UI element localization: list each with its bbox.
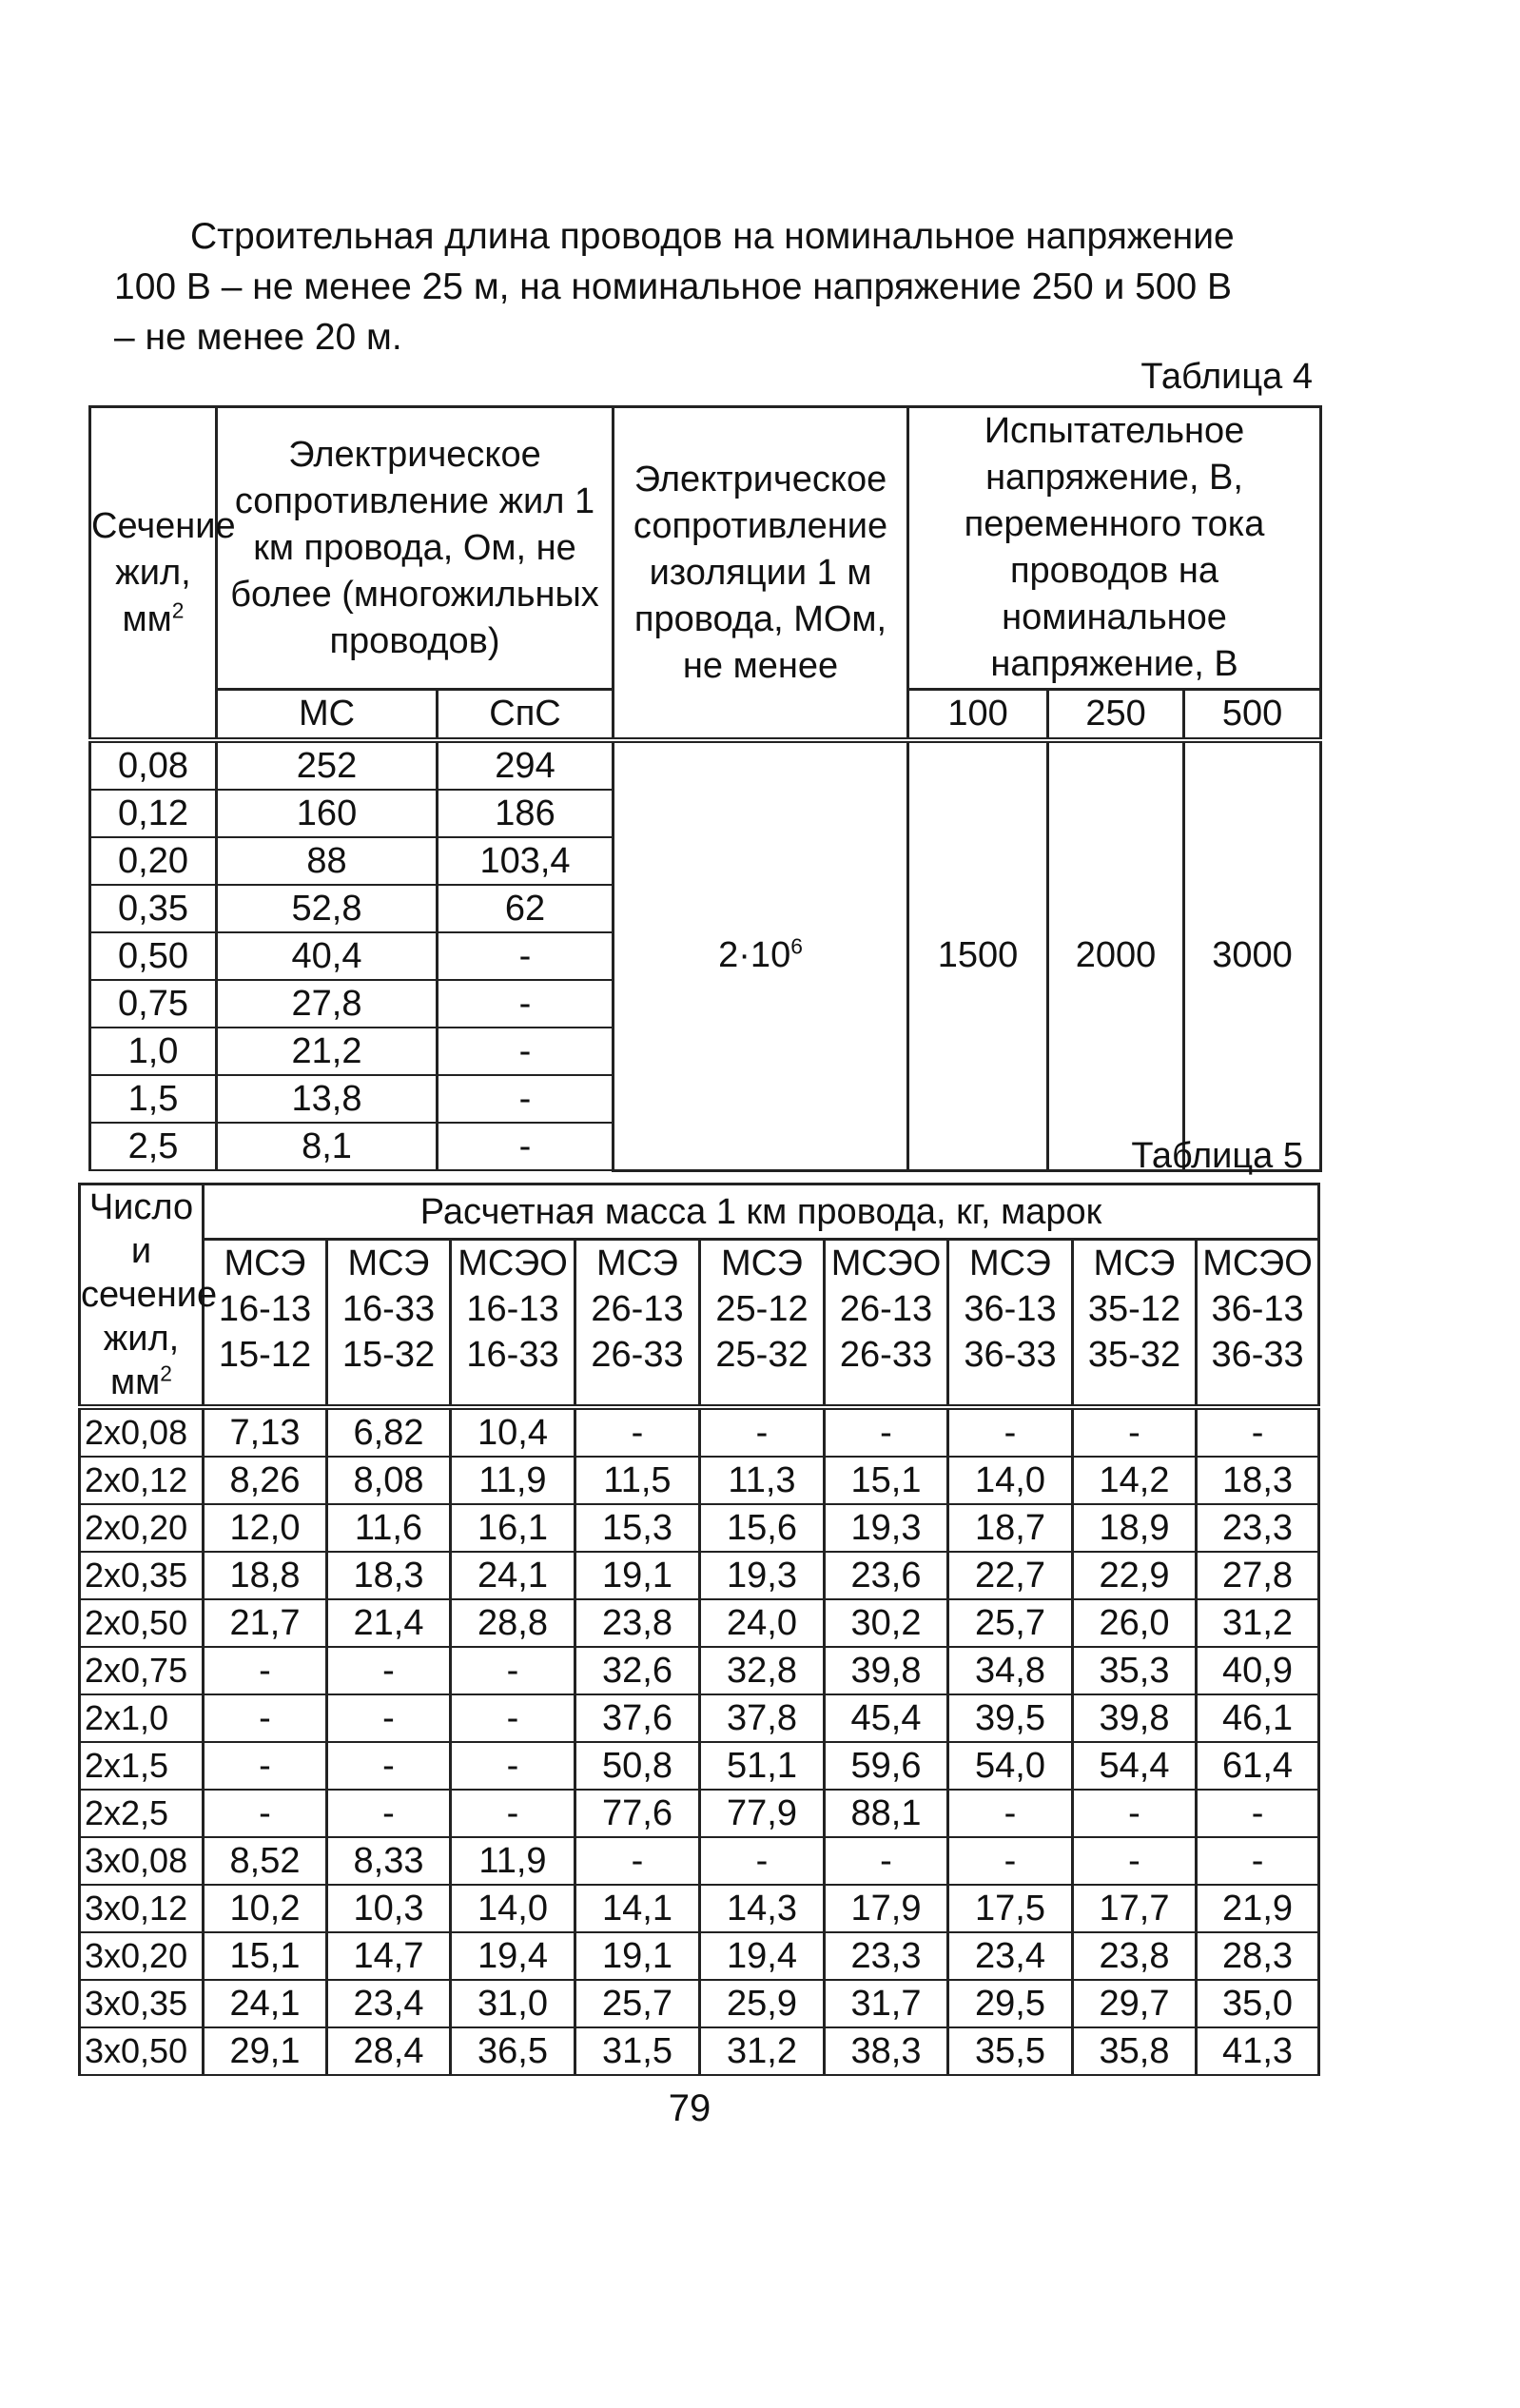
- t5-header-brand: МСЭ 16-33 15-32: [327, 1240, 451, 1407]
- t5-cell-value: 29,5: [948, 1980, 1073, 2027]
- t5-cell-value: 23,3: [825, 1932, 948, 1980]
- t5-cell-value: 16,1: [451, 1504, 575, 1552]
- t5-cell-value: 54,4: [1073, 1742, 1197, 1790]
- t4-cell-test-500: 3000: [1184, 740, 1321, 1170]
- t5-cell-value: 22,9: [1073, 1552, 1197, 1599]
- t5-cell-value: 18,3: [327, 1552, 451, 1599]
- t4-cell-section: 0,08: [90, 740, 217, 790]
- t5-cell-value: -: [575, 1407, 700, 1457]
- t5-cell-value: 24,1: [204, 1980, 327, 2027]
- t5-cell-value: 31,2: [700, 2027, 825, 2075]
- t4-cell-section: 0,50: [90, 932, 217, 980]
- t5-cell-value: 18,7: [948, 1504, 1073, 1552]
- t5-cell-value: 12,0: [204, 1504, 327, 1552]
- t5-cell-value: 14,3: [700, 1885, 825, 1932]
- t5-cell-value: 11,9: [451, 1457, 575, 1504]
- t5-cell-value: 27,8: [1197, 1552, 1319, 1599]
- t5-cell-value: 17,9: [825, 1885, 948, 1932]
- t5-cell-value: -: [700, 1837, 825, 1885]
- table-row: [80, 1647, 1319, 1694]
- intro-paragraph: [114, 211, 1322, 362]
- t5-cell-value: 24,1: [451, 1552, 575, 1599]
- t5-cell-value: 77,6: [575, 1790, 700, 1837]
- t5-cell-value: 77,9: [700, 1790, 825, 1837]
- t5-cell-value: 28,4: [327, 2027, 451, 2075]
- t5-cell-value: -: [327, 1742, 451, 1790]
- t4-header-insulation: Электрическое сопротивление изоляции 1 м провода, МОм, не менее: [614, 407, 908, 741]
- t5-cell-value: -: [948, 1790, 1073, 1837]
- t5-cell-value: 35,3: [1073, 1647, 1197, 1694]
- t5-cell-value: 19,3: [825, 1504, 948, 1552]
- t5-cell-value: 39,5: [948, 1694, 1073, 1742]
- t5-cell-value: 24,0: [700, 1599, 825, 1647]
- t5-cell-value: 7,13: [204, 1407, 327, 1457]
- intro-line-1: Строительная длина проводов на номинальное напряжение: [190, 216, 1235, 257]
- t5-cell-value: 10,3: [327, 1885, 451, 1932]
- t4-header-sps: СпС: [438, 690, 614, 741]
- t5-cell-label: 2х1,5: [80, 1742, 204, 1790]
- t5-cell-value: 14,1: [575, 1885, 700, 1932]
- table-row: [80, 1599, 1319, 1647]
- table-row: [80, 2027, 1319, 2075]
- t5-cell-value: 14,0: [948, 1457, 1073, 1504]
- t5-cell-value: 11,6: [327, 1504, 451, 1552]
- table-row: [80, 1407, 1319, 1457]
- t5-cell-value: 17,7: [1073, 1885, 1197, 1932]
- t4-cell-section: 0,75: [90, 980, 217, 1028]
- t5-cell-value: -: [451, 1790, 575, 1837]
- t5-cell-label: 2х0,50: [80, 1599, 204, 1647]
- t5-cell-value: -: [700, 1407, 825, 1457]
- t5-cell-value: 19,1: [575, 1932, 700, 1980]
- t5-cell-value: 18,3: [1197, 1457, 1319, 1504]
- t4-cell-test-250: 2000: [1048, 740, 1184, 1170]
- t5-cell-value: -: [825, 1407, 948, 1457]
- t5-cell-value: -: [575, 1837, 700, 1885]
- t5-cell-label: 3х0,12: [80, 1885, 204, 1932]
- t4-cell-section: 0,20: [90, 837, 217, 885]
- t5-cell-value: 30,2: [825, 1599, 948, 1647]
- t4-cell-sps: 62: [438, 885, 614, 932]
- t5-cell-value: 32,8: [700, 1647, 825, 1694]
- t5-cell-value: -: [451, 1647, 575, 1694]
- t5-cell-label: 3х0,50: [80, 2027, 204, 2075]
- t5-cell-value: -: [1197, 1837, 1319, 1885]
- t5-cell-value: 8,08: [327, 1457, 451, 1504]
- t5-cell-value: -: [327, 1790, 451, 1837]
- t4-header-250: 250: [1048, 690, 1184, 741]
- t5-cell-value: 23,3: [1197, 1504, 1319, 1552]
- t5-cell-value: -: [327, 1647, 451, 1694]
- t5-cell-value: 8,26: [204, 1457, 327, 1504]
- t4-header-resistance: Электрическое сопротивление жил 1 км провода, Ом, не более (многожильных проводов): [217, 407, 614, 690]
- t5-cell-value: 14,2: [1073, 1457, 1197, 1504]
- t5-cell-value: 31,2: [1197, 1599, 1319, 1647]
- t4-cell-ms: 88: [217, 837, 438, 885]
- t4-cell-sps: 103,4: [438, 837, 614, 885]
- t5-cell-value: 21,9: [1197, 1885, 1319, 1932]
- table-row: [80, 1980, 1319, 2027]
- t5-cell-label: 2х0,08: [80, 1407, 204, 1457]
- table-row: [80, 1457, 1319, 1504]
- t4-header-500: 500: [1184, 690, 1321, 741]
- t5-cell-value: 35,0: [1197, 1980, 1319, 2027]
- t4-cell-section: 1,0: [90, 1028, 217, 1075]
- t5-cell-value: 22,7: [948, 1552, 1073, 1599]
- t5-cell-value: 14,7: [327, 1932, 451, 1980]
- t5-cell-value: 23,4: [948, 1932, 1073, 1980]
- t5-header-brand: МСЭО 16-13 16-33: [451, 1240, 575, 1407]
- t5-cell-value: 32,6: [575, 1647, 700, 1694]
- t5-cell-value: -: [1197, 1790, 1319, 1837]
- t5-cell-value: -: [1073, 1837, 1197, 1885]
- t5-cell-value: 10,4: [451, 1407, 575, 1457]
- table-row: [80, 1885, 1319, 1932]
- t5-cell-value: 19,3: [700, 1552, 825, 1599]
- t5-cell-value: -: [1073, 1790, 1197, 1837]
- t4-cell-ms: 8,1: [217, 1123, 438, 1170]
- t4-cell-sps: -: [438, 980, 614, 1028]
- t5-cell-value: 15,6: [700, 1504, 825, 1552]
- t4-header-test-voltage: Испытательное напряжение, В, переменного тока проводов на номинальное напряжение, В: [908, 407, 1321, 690]
- t5-cell-value: -: [948, 1407, 1073, 1457]
- t5-cell-value: -: [1197, 1407, 1319, 1457]
- table-row: [80, 1790, 1319, 1837]
- t5-cell-value: 46,1: [1197, 1694, 1319, 1742]
- insulation-exponent: 6: [790, 933, 803, 959]
- t5-cell-value: 6,82: [327, 1407, 451, 1457]
- t5-cell-value: 35,8: [1073, 2027, 1197, 2075]
- t5-cell-value: 25,7: [948, 1599, 1073, 1647]
- intro-line-3: – не менее 20 м.: [114, 317, 402, 358]
- t5-cell-value: 59,6: [825, 1742, 948, 1790]
- table-4: [88, 405, 1322, 1172]
- t5-cell-value: 14,0: [451, 1885, 575, 1932]
- t5-cell-value: 10,2: [204, 1885, 327, 1932]
- t5-cell-value: -: [451, 1694, 575, 1742]
- intro-line-2: 100 В – не менее 25 м, на номинальное напряжение 250 и 500 В: [114, 266, 1233, 307]
- t5-cell-value: 54,0: [948, 1742, 1073, 1790]
- t5-cell-label: 2х2,5: [80, 1790, 204, 1837]
- t4-cell-sps: 186: [438, 790, 614, 837]
- t5-cell-value: 31,0: [451, 1980, 575, 2027]
- t4-cell-insulation: [614, 740, 908, 1170]
- t5-cell-value: 25,9: [700, 1980, 825, 2027]
- t5-cell-value: 8,52: [204, 1837, 327, 1885]
- t5-cell-value: 29,7: [1073, 1980, 1197, 2027]
- t4-header-section: Сечение жил, $мм^2$: [90, 407, 217, 741]
- t5-cell-label: 3х0,35: [80, 1980, 204, 2027]
- t4-cell-section: 0,12: [90, 790, 217, 837]
- table4-caption: Таблица 4: [1140, 357, 1313, 397]
- table-row: [80, 1552, 1319, 1599]
- t5-cell-value: -: [948, 1837, 1073, 1885]
- table-row: [80, 1837, 1319, 1885]
- t5-cell-value: 11,9: [451, 1837, 575, 1885]
- t4-cell-section: 1,5: [90, 1075, 217, 1123]
- t5-cell-label: 2х1,0: [80, 1694, 204, 1742]
- insulation-base: 2·10: [718, 935, 791, 976]
- t5-cell-value: 18,8: [204, 1552, 327, 1599]
- t4-cell-sps: -: [438, 1075, 614, 1123]
- table-row: [80, 1694, 1319, 1742]
- t5-cell-value: -: [204, 1742, 327, 1790]
- t5-cell-value: 25,7: [575, 1980, 700, 2027]
- t5-cell-value: 37,8: [700, 1694, 825, 1742]
- t5-cell-value: 11,5: [575, 1457, 700, 1504]
- t5-cell-value: -: [204, 1647, 327, 1694]
- t5-header-brand: МСЭ 36-13 36-33: [948, 1240, 1073, 1407]
- t5-cell-value: 37,6: [575, 1694, 700, 1742]
- t5-cell-value: 11,3: [700, 1457, 825, 1504]
- t5-header-brand: МСЭ 16-13 15-12: [204, 1240, 327, 1407]
- t5-cell-label: 2х0,75: [80, 1647, 204, 1694]
- t5-header-brand: МСЭ 25-12 25-32: [700, 1240, 825, 1407]
- t5-cell-label: 3х0,08: [80, 1837, 204, 1885]
- t5-header-brand: МСЭО 26-13 26-33: [825, 1240, 948, 1407]
- t5-cell-value: 23,8: [1073, 1932, 1197, 1980]
- t5-cell-value: 23,6: [825, 1552, 948, 1599]
- t4-cell-section: 0,35: [90, 885, 217, 932]
- t4-cell-sps: -: [438, 932, 614, 980]
- t5-cell-label: 2х0,12: [80, 1457, 204, 1504]
- table-row: [80, 1504, 1319, 1552]
- table-5: [78, 1183, 1320, 2076]
- t5-header-brand: МСЭ 35-12 35-32: [1073, 1240, 1197, 1407]
- t5-header-brand: МСЭО 36-13 36-33: [1197, 1240, 1319, 1407]
- t5-cell-value: 38,3: [825, 2027, 948, 2075]
- t5-cell-value: 19,4: [700, 1932, 825, 1980]
- t5-cell-value: 34,8: [948, 1647, 1073, 1694]
- t5-header-section: Число и сечение жил, $мм^2$: [80, 1184, 204, 1408]
- t5-cell-value: 31,5: [575, 2027, 700, 2075]
- page-number: 79: [668, 2087, 711, 2129]
- t4-cell-section: 2,5: [90, 1123, 217, 1170]
- t4-cell-sps: -: [438, 1028, 614, 1075]
- t4-cell-sps: -: [438, 1123, 614, 1170]
- t5-header-main: Расчетная масса 1 км провода, кг, марок: [204, 1184, 1319, 1240]
- table-row: [90, 740, 1321, 790]
- t4-cell-ms: 27,8: [217, 980, 438, 1028]
- t4-cell-ms: 252: [217, 740, 438, 790]
- t5-cell-value: 40,9: [1197, 1647, 1319, 1694]
- t4-header-100: 100: [908, 690, 1048, 741]
- t5-cell-value: 41,3: [1197, 2027, 1319, 2075]
- t5-cell-value: 28,3: [1197, 1932, 1319, 1980]
- t4-cell-sps: 294: [438, 740, 614, 790]
- table-row: [80, 1932, 1319, 1980]
- table-row: [80, 1742, 1319, 1790]
- t5-cell-value: 15,1: [825, 1457, 948, 1504]
- t5-cell-value: 28,8: [451, 1599, 575, 1647]
- t4-cell-ms: 160: [217, 790, 438, 837]
- t4-cell-ms: 52,8: [217, 885, 438, 932]
- t5-cell-value: 21,4: [327, 1599, 451, 1647]
- t5-cell-value: 26,0: [1073, 1599, 1197, 1647]
- t5-header-brand: МСЭ 26-13 26-33: [575, 1240, 700, 1407]
- t4-cell-ms: 13,8: [217, 1075, 438, 1123]
- t5-cell-value: 35,5: [948, 2027, 1073, 2075]
- t5-cell-value: 21,7: [204, 1599, 327, 1647]
- t5-cell-value: 15,1: [204, 1932, 327, 1980]
- t5-cell-value: 15,3: [575, 1504, 700, 1552]
- t5-cell-value: 88,1: [825, 1790, 948, 1837]
- t5-cell-value: 50,8: [575, 1742, 700, 1790]
- t4-cell-test-100: 1500: [908, 740, 1048, 1170]
- t5-cell-value: -: [1073, 1407, 1197, 1457]
- t5-cell-value: 19,1: [575, 1552, 700, 1599]
- t5-cell-value: 8,33: [327, 1837, 451, 1885]
- t5-cell-value: 61,4: [1197, 1742, 1319, 1790]
- t5-cell-value: 51,1: [700, 1742, 825, 1790]
- t5-cell-value: 17,5: [948, 1885, 1073, 1932]
- t5-cell-value: -: [204, 1694, 327, 1742]
- t5-cell-value: 23,8: [575, 1599, 700, 1647]
- table5-caption: Таблица 5: [1131, 1136, 1303, 1176]
- t5-cell-label: 3х0,20: [80, 1932, 204, 1980]
- t4-cell-ms: 40,4: [217, 932, 438, 980]
- t4-cell-ms: 21,2: [217, 1028, 438, 1075]
- t5-cell-value: 39,8: [825, 1647, 948, 1694]
- t5-cell-value: -: [327, 1694, 451, 1742]
- t5-cell-value: 18,9: [1073, 1504, 1197, 1552]
- t5-cell-value: 23,4: [327, 1980, 451, 2027]
- t5-cell-value: 45,4: [825, 1694, 948, 1742]
- t5-cell-value: 36,5: [451, 2027, 575, 2075]
- t5-cell-value: 29,1: [204, 2027, 327, 2075]
- t5-cell-label: 2х0,20: [80, 1504, 204, 1552]
- t5-cell-value: -: [451, 1742, 575, 1790]
- t5-cell-label: 2х0,35: [80, 1552, 204, 1599]
- t4-header-ms: МС: [217, 690, 438, 741]
- t5-cell-value: 19,4: [451, 1932, 575, 1980]
- t5-cell-value: -: [204, 1790, 327, 1837]
- t5-cell-value: -: [825, 1837, 948, 1885]
- t5-cell-value: 39,8: [1073, 1694, 1197, 1742]
- t5-cell-value: 31,7: [825, 1980, 948, 2027]
